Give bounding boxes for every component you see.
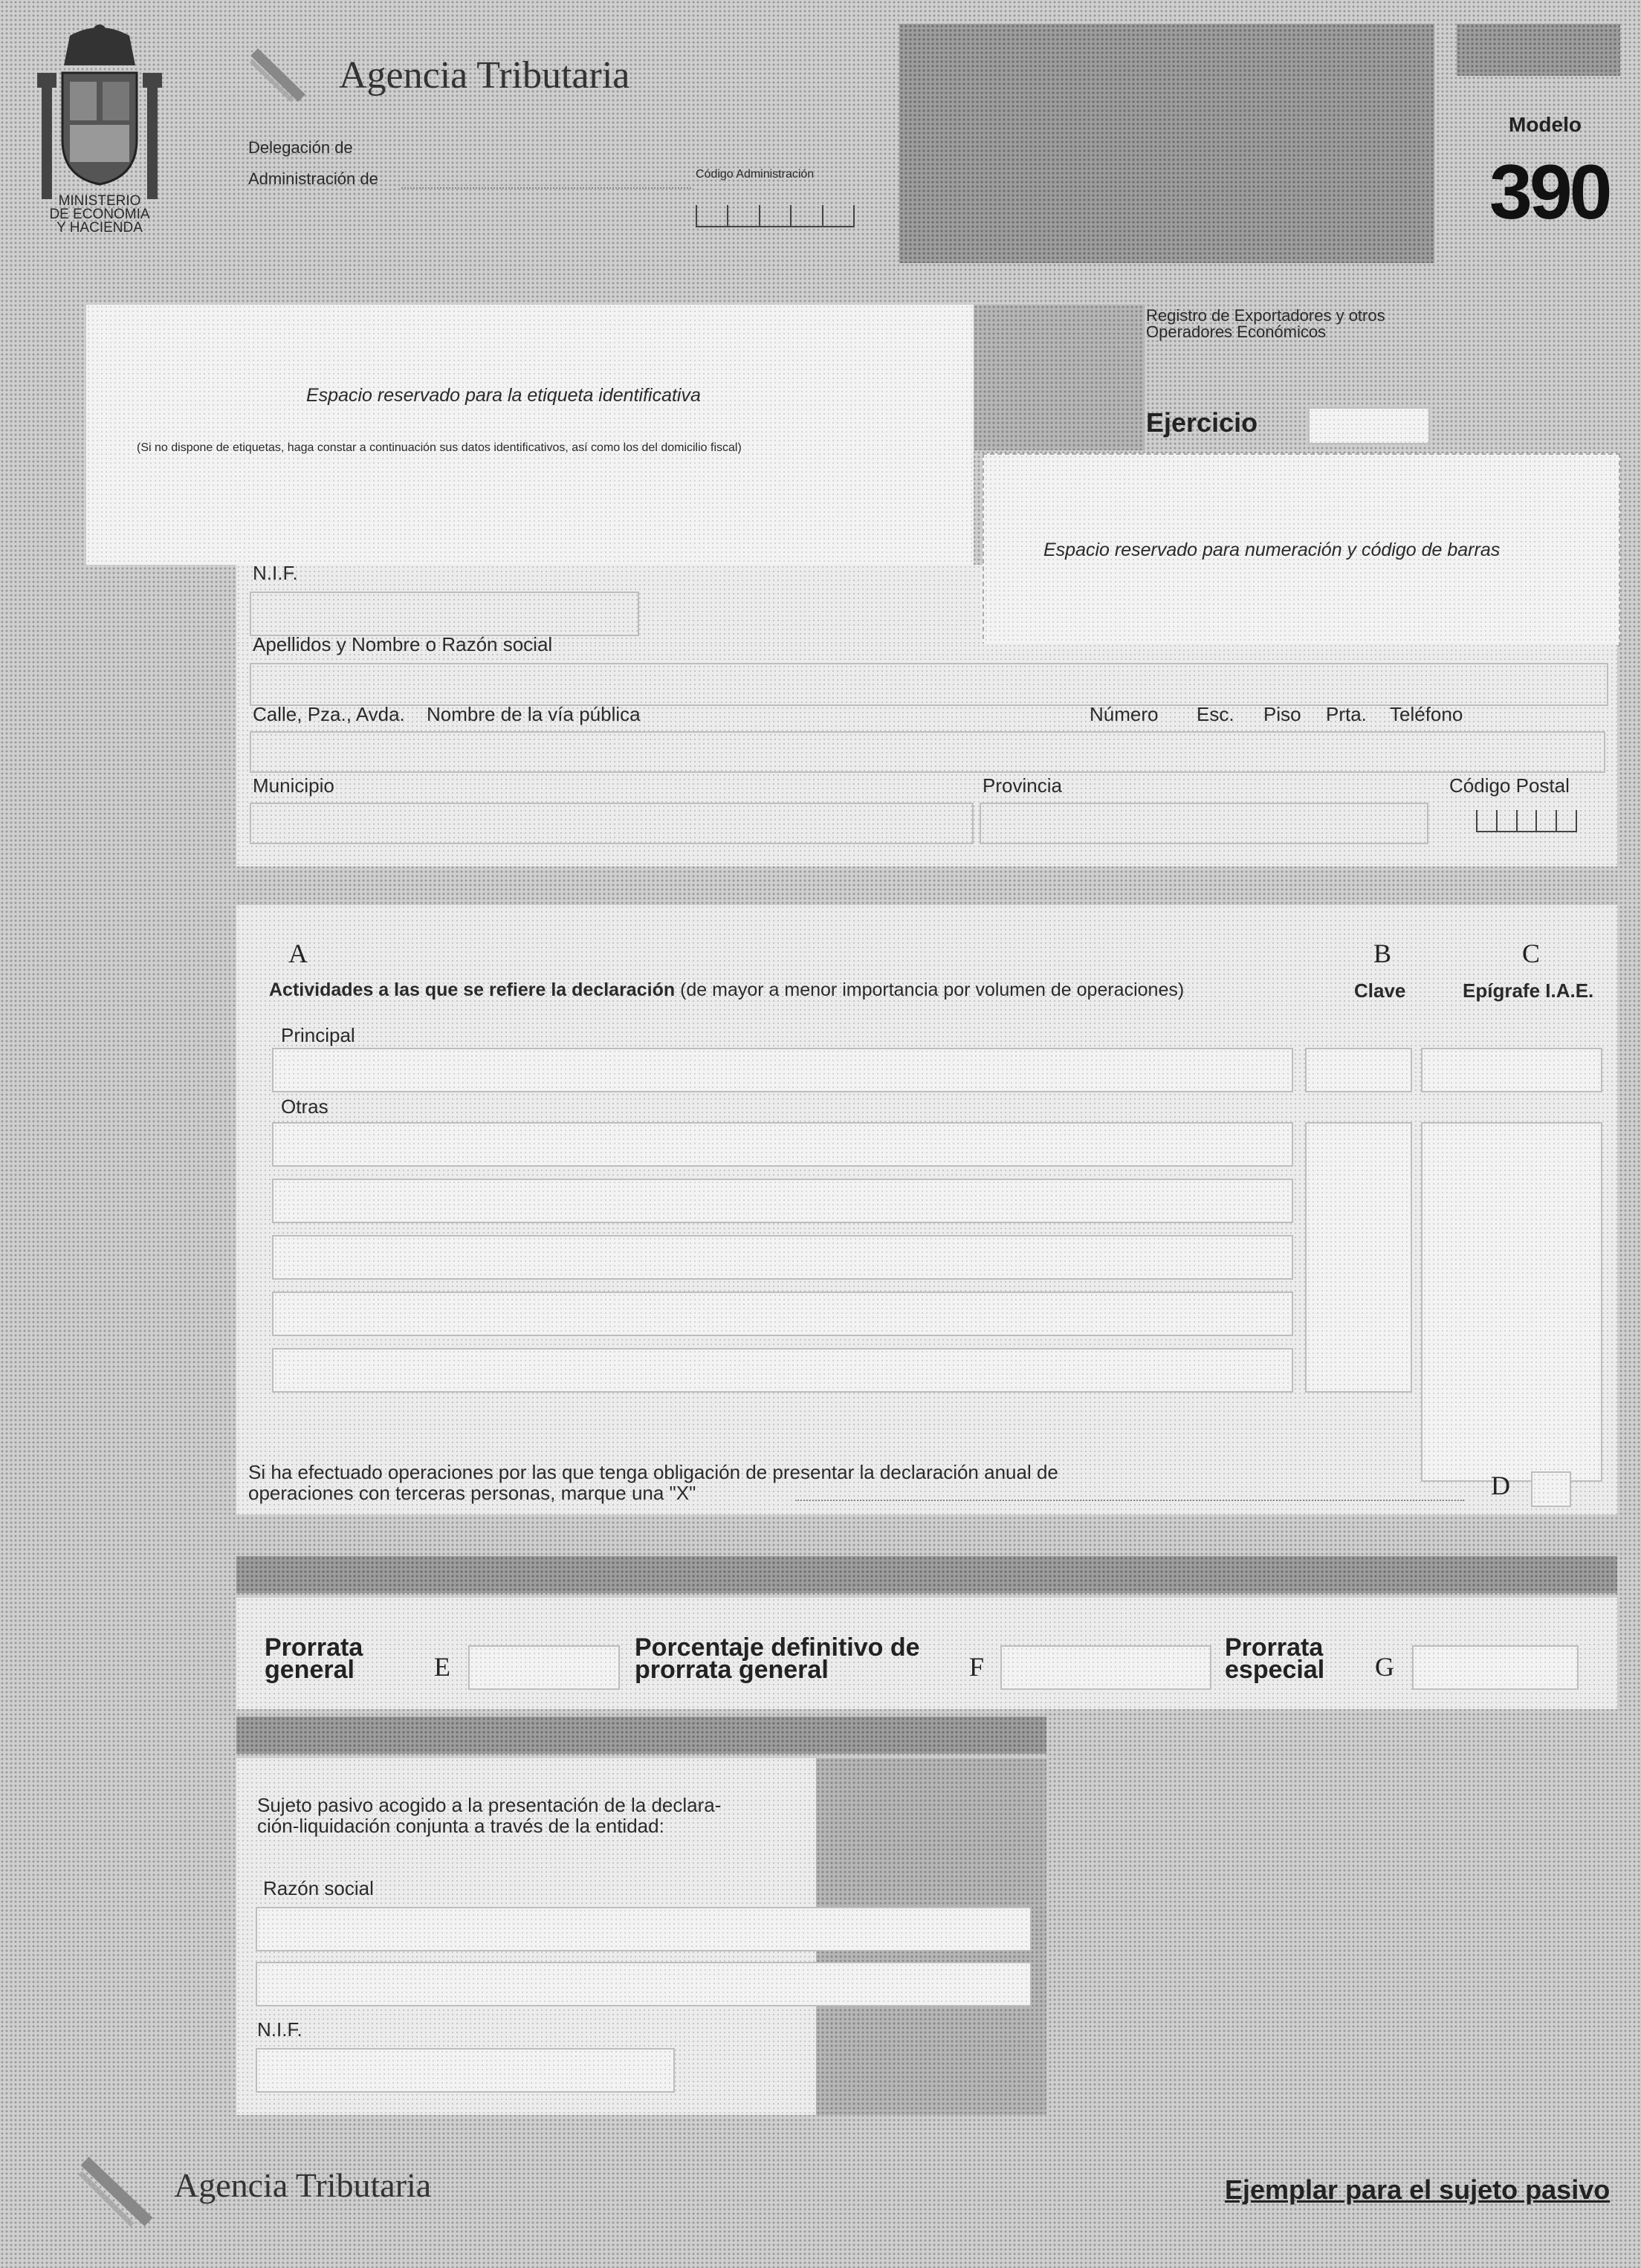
prorrata-header-bar <box>236 1556 1617 1593</box>
official-header-block <box>899 24 1434 263</box>
ministry-line: Y HACIENDA <box>56 220 143 236</box>
calle-label: Calle, Pza., Avda. <box>253 703 405 725</box>
footer-agency-title: Agencia Tributaria <box>174 2166 432 2204</box>
etiqueta-note: (Si no dispone de etiquetas, haga constar a continuación sus datos identificativos, así como los del domicilio fiscal) <box>137 441 742 454</box>
codigo-admin-label: Código Administración <box>696 168 815 181</box>
section-letter-b: B <box>1373 939 1392 968</box>
section-letter-f: F <box>969 1652 985 1682</box>
otras-input-1[interactable] <box>272 1122 1293 1167</box>
terceras-line1: Si ha efectuado operaciones por las que tenga obligación de presentar la declaración anual de <box>248 1461 1058 1483</box>
epigrafe-label: Epígrafe I.A.E. <box>1463 979 1594 1002</box>
section-letter-e: E <box>434 1652 450 1682</box>
principal-epigrafe-input[interactable] <box>1421 1048 1602 1092</box>
prorrata-especial-line2: especial <box>1225 1656 1325 1684</box>
modelo-label: Modelo <box>1509 113 1582 136</box>
piso-label: Piso <box>1263 703 1301 725</box>
modelo-number: 390 <box>1489 149 1610 236</box>
terceras-leader-line <box>795 1500 1464 1501</box>
actividades-title-rest: (de mayor a menor importancia por volumen de operaciones) <box>680 979 1185 1000</box>
calle-input[interactable] <box>250 731 1605 773</box>
apellidos-label: Apellidos y Nombre o Razón social <box>253 633 553 655</box>
footer-logo-icon <box>77 2154 159 2228</box>
via-label: Nombre de la vía pública <box>427 703 641 725</box>
prorrata-general-line1: Prorrata <box>265 1633 363 1662</box>
otras-input-3[interactable] <box>272 1235 1293 1280</box>
prorrata-general-input[interactable] <box>468 1645 620 1690</box>
codigo-admin-input[interactable] <box>696 205 855 227</box>
nif-label: N.I.F. <box>253 562 298 584</box>
administracion-label: Administración de <box>248 169 378 188</box>
ministry-line: DE ECONOMIA <box>49 207 150 222</box>
clave-label: Clave <box>1354 979 1406 1002</box>
prorrata-especial-label <box>1225 1633 1325 1684</box>
administracion-line <box>401 187 691 189</box>
section-letter-c: C <box>1522 939 1541 968</box>
ministry-name <box>18 195 181 235</box>
registro-shade <box>974 305 1145 450</box>
registro-text: Registro de Exportadores y otros Operadores Económicos <box>1146 306 1385 341</box>
ejercicio-input[interactable] <box>1308 407 1430 444</box>
agency-logo-icon <box>250 45 309 104</box>
ministry-line: MINISTERIO <box>58 193 141 209</box>
provincia-input[interactable] <box>980 803 1428 844</box>
principal-clave-input[interactable] <box>1305 1048 1412 1092</box>
apellidos-input[interactable] <box>250 663 1608 706</box>
porcentaje-label <box>635 1633 920 1684</box>
official-corner-block <box>1457 24 1620 76</box>
actividades-title <box>269 979 1184 1001</box>
telefono-label: Teléfono <box>1390 703 1463 725</box>
terceras-checkbox[interactable] <box>1531 1471 1571 1507</box>
conjunta-text-line1: Sujeto pasivo acogido a la presentación de la declara- <box>257 1794 722 1816</box>
municipio-input[interactable] <box>250 803 974 844</box>
etiqueta-area <box>86 305 974 565</box>
razon-social-label: Razón social <box>263 1877 374 1899</box>
ejemplar-label: Ejemplar para el sujeto pasivo <box>1225 2174 1611 2205</box>
registro-label <box>1146 308 1414 340</box>
esc-label: Esc. <box>1197 703 1234 725</box>
prta-label: Prta. <box>1326 703 1367 725</box>
numero-label: Número <box>1090 703 1159 725</box>
conjunta-text-line2: ción-liquidación conjunta a través de la entidad: <box>257 1815 664 1837</box>
principal-input[interactable] <box>272 1048 1293 1092</box>
terceras-line2: operaciones con terceras personas, marque una "X" <box>248 1482 696 1504</box>
etiqueta-title: Espacio reservado para la etiqueta identificativa <box>306 385 701 406</box>
porcentaje-line1: Porcentaje definitivo de <box>635 1633 920 1662</box>
porcentaje-input[interactable] <box>1000 1645 1211 1690</box>
prorrata-especial-input[interactable] <box>1412 1645 1579 1690</box>
municipio-label: Municipio <box>253 774 334 797</box>
codigo-postal-input[interactable] <box>1476 810 1577 832</box>
conjunta-header-bar <box>236 1717 1046 1754</box>
prorrata-general-label <box>265 1633 363 1684</box>
otras-label: Otras <box>281 1095 328 1118</box>
nif-input[interactable] <box>250 592 639 636</box>
otras-input-2[interactable] <box>272 1179 1293 1223</box>
razon-social-input[interactable] <box>256 1907 1032 1951</box>
prorrata-general-line2: general <box>265 1656 355 1684</box>
delegacion-label: Delegación de <box>248 138 353 157</box>
otras-epigrafe-column[interactable] <box>1421 1122 1602 1482</box>
principal-label: Principal <box>281 1024 355 1046</box>
otras-input-5[interactable] <box>272 1348 1293 1393</box>
prorrata-especial-line1: Prorrata <box>1225 1633 1324 1662</box>
conjunta-nif-input[interactable] <box>256 2048 675 2093</box>
codigo-postal-label: Código Postal <box>1449 774 1570 797</box>
otras-clave-column[interactable] <box>1305 1122 1412 1393</box>
provincia-label: Provincia <box>983 774 1062 797</box>
section-letter-g: G <box>1375 1652 1394 1682</box>
section-letter-a: A <box>288 939 308 968</box>
ejercicio-label: Ejercicio <box>1146 407 1258 438</box>
otras-input-4[interactable] <box>272 1292 1293 1336</box>
barcode-label: Espacio reservado para numeración y código de barras <box>1043 540 1501 560</box>
porcentaje-line2: prorrata general <box>635 1656 829 1684</box>
razon-social-input-2[interactable] <box>256 1962 1032 2006</box>
agency-title: Agencia Tributaria <box>339 54 630 97</box>
section-letter-d: D <box>1491 1471 1510 1500</box>
conjunta-nif-label: N.I.F. <box>257 2018 302 2041</box>
actividades-title-bold: Actividades a las que se refiere la declaración <box>269 979 676 1000</box>
